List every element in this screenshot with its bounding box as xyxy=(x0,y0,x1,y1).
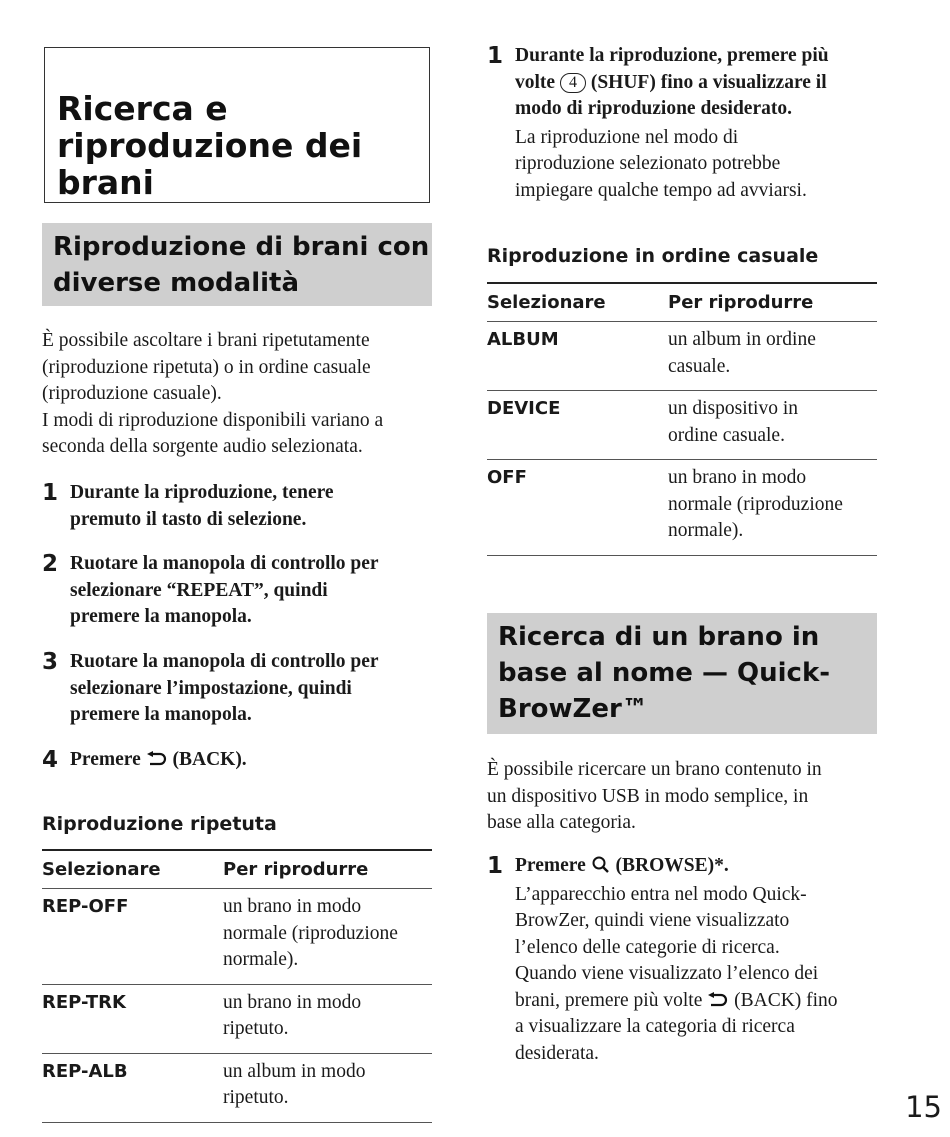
section-title-line: Ricerca di un brano in xyxy=(498,622,820,652)
step-number: 2 xyxy=(42,551,59,577)
step-text xyxy=(70,747,247,774)
step-line: (SHUF) fino a visualizzare il xyxy=(590,71,827,93)
option-description xyxy=(223,1053,432,1122)
step-line: Durante la riproduzione, tenere xyxy=(70,482,334,503)
step-line: volte xyxy=(515,71,556,93)
desc-line: impiegare qualche tempo ad avviarsi. xyxy=(515,179,807,201)
browse-step-1 xyxy=(487,853,887,1067)
step-line: selezionare l’impostazione, quindi xyxy=(70,677,352,699)
intro-line: un dispositivo USB in modo semplice, in xyxy=(487,785,809,807)
chapter-title-line: brani xyxy=(57,163,154,202)
step-number: 3 xyxy=(42,649,59,675)
step-4 xyxy=(42,747,437,774)
step-line: Ruotare la manopola di controllo per xyxy=(70,553,379,574)
desc-line: ordine casuale. xyxy=(668,424,785,446)
section-title-line: Riproduzione di brani con xyxy=(53,232,430,262)
step-3 xyxy=(42,649,437,729)
step-number: 4 xyxy=(42,747,59,773)
option-description xyxy=(223,984,432,1053)
desc-line: (BACK) fino xyxy=(734,989,838,1011)
desc-line: un brano in modo xyxy=(223,896,362,917)
section-title-line: BrowZer™ xyxy=(498,694,648,724)
option-key: OFF xyxy=(487,460,668,556)
desc-line: un album in ordine xyxy=(668,329,816,350)
step-line: Premere xyxy=(70,749,141,770)
desc-line: normale). xyxy=(668,520,744,541)
desc-line: normale). xyxy=(223,949,299,970)
step-text xyxy=(70,480,334,533)
step-body xyxy=(515,853,838,1067)
back-icon xyxy=(707,992,729,1008)
step-text xyxy=(515,853,838,880)
desc-line: brani, premere più volte xyxy=(515,989,703,1011)
intro-line: È possibile ricercare un brano contenuto in xyxy=(487,759,822,780)
intro-line: base alla categoria. xyxy=(487,812,636,833)
desc-line: Quando viene visualizzato l’elenco dei xyxy=(515,963,819,984)
table-row xyxy=(42,1053,432,1122)
intro-line: (riproduzione casuale). xyxy=(42,383,222,404)
desc-line: ripetuto. xyxy=(223,1018,289,1039)
table-header-row xyxy=(487,283,877,322)
step-number: 1 xyxy=(487,853,504,879)
option-description xyxy=(668,460,877,556)
section1-intro xyxy=(42,328,437,461)
intro-line: I modi di riproduzione disponibili variano a xyxy=(42,409,384,431)
step-number: 1 xyxy=(487,43,504,69)
table-header-row xyxy=(42,850,432,889)
step-number: 1 xyxy=(42,480,59,506)
desc-line: normale (riproduzione xyxy=(223,922,398,944)
step-body xyxy=(515,43,829,204)
section-heading-quick-browzer xyxy=(487,613,877,734)
intro-line: seconda della sorgente audio selezionata. xyxy=(42,436,363,457)
step-description xyxy=(515,125,829,205)
option-description xyxy=(668,322,877,391)
table-row xyxy=(42,984,432,1053)
table-row xyxy=(487,391,877,460)
desc-line: un album in modo xyxy=(223,1060,366,1082)
desc-line: l’elenco delle categorie di ricerca. xyxy=(515,936,780,958)
step-2 xyxy=(42,551,437,631)
step-line: premere la manopola. xyxy=(70,606,252,627)
desc-line: desiderata. xyxy=(515,1042,599,1064)
step-description xyxy=(515,882,838,1068)
intro-line: È possibile ascoltare i brani ripetutamente xyxy=(42,330,370,351)
step-text xyxy=(70,551,379,631)
step-line: Premere xyxy=(515,855,586,876)
desc-line: L’apparecchio entra nel modo Quick- xyxy=(515,883,807,905)
desc-line: a visualizzare la categoria di ricerca xyxy=(515,1016,795,1037)
table-row xyxy=(42,889,432,985)
chapter-title-line: Ricerca e xyxy=(57,89,228,128)
chapter-title-line: riproduzione dei xyxy=(57,126,363,165)
button-4-icon: 4 xyxy=(560,73,586,93)
option-key: DEVICE xyxy=(487,391,668,460)
desc-line: BrowZer, quindi viene visualizzato xyxy=(515,910,790,931)
page-number: 15 xyxy=(905,1090,942,1124)
step-line: premere la manopola. xyxy=(70,704,252,725)
step-line: (BACK). xyxy=(172,749,247,770)
step-line: modo di riproduzione desiderato. xyxy=(515,98,792,119)
intro-line: (riproduzione ripetuta) o in ordine casuale xyxy=(42,356,371,378)
section2-intro xyxy=(487,757,887,837)
section-title-line: base al nome — Quick- xyxy=(498,658,831,688)
step-line: premuto il tasto di selezione. xyxy=(70,508,307,530)
shuffle-step-1 xyxy=(487,43,887,204)
section-title-line: diverse modalità xyxy=(53,268,299,298)
desc-line: La riproduzione nel modo di xyxy=(515,126,739,148)
step-line: Ruotare la manopola di controllo per xyxy=(70,651,379,672)
option-key: REP-ALB xyxy=(42,1053,223,1122)
desc-line: riproduzione selezionato potrebbe xyxy=(515,153,781,174)
chapter-title xyxy=(57,90,362,201)
search-icon xyxy=(591,855,611,873)
option-key: REP-TRK xyxy=(42,984,223,1053)
chapter-box xyxy=(44,47,430,203)
column-header: Per riprodurre xyxy=(668,283,877,322)
repeat-table xyxy=(42,849,432,1123)
column-header: Selezionare xyxy=(42,850,223,889)
step-line: (BROWSE)*. xyxy=(615,855,729,876)
section-heading-playback-modes xyxy=(42,223,432,306)
step-1 xyxy=(42,480,437,533)
option-key: REP-OFF xyxy=(42,889,223,985)
option-key: ALBUM xyxy=(487,322,668,391)
desc-line: ripetuto. xyxy=(223,1087,289,1108)
step-text xyxy=(515,43,829,123)
desc-line: un dispositivo in xyxy=(668,398,799,419)
column-header: Selezionare xyxy=(487,283,668,322)
desc-line: un brano in modo xyxy=(223,991,362,1013)
shuffle-table-heading: Riproduzione in ordine casuale xyxy=(487,245,819,267)
desc-line: casuale. xyxy=(668,355,731,377)
table-row xyxy=(487,460,877,556)
table-row xyxy=(487,322,877,391)
shuffle-table xyxy=(487,282,877,556)
option-description xyxy=(223,889,432,985)
back-icon xyxy=(146,751,168,767)
step-line: Durante la riproduzione, premere più xyxy=(515,45,829,66)
step-line: selezionare “REPEAT”, quindi xyxy=(70,579,328,601)
desc-line: un brano in modo xyxy=(668,467,807,488)
desc-line: normale (riproduzione xyxy=(668,493,843,515)
column-header: Per riprodurre xyxy=(223,850,432,889)
option-description xyxy=(668,391,877,460)
repeat-table-heading: Riproduzione ripetuta xyxy=(42,813,277,835)
step-text xyxy=(70,649,379,729)
